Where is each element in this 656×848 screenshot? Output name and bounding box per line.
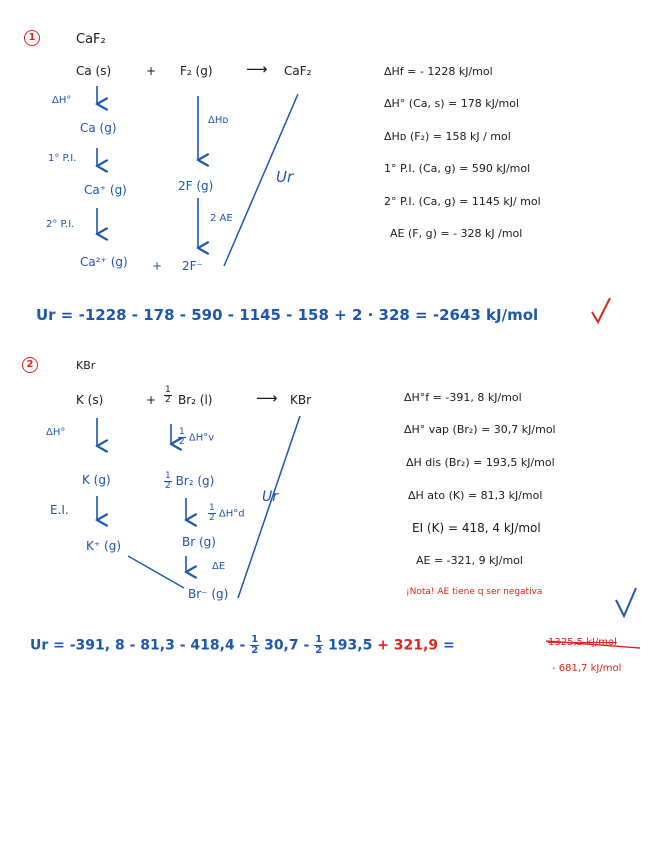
step-label: ΔH°d xyxy=(218,508,245,520)
ur-line xyxy=(238,416,300,598)
state-k-plus: K⁺ (g) xyxy=(86,539,121,553)
half-fraction xyxy=(314,635,323,656)
reactant-f2: F₂ (g) xyxy=(180,64,213,78)
fraction-num: 1 xyxy=(179,427,185,437)
check-icon xyxy=(592,298,610,322)
reaction-arrow: ⟶ xyxy=(256,389,278,407)
result-equation xyxy=(30,635,455,656)
struck-result: 1325,5 kJ/mol xyxy=(548,637,617,648)
step-label: 2° P.I. xyxy=(46,219,75,230)
ur-label: Ur xyxy=(276,168,294,186)
fraction-num: 1 xyxy=(165,385,171,395)
data-line: ΔH dis (Br₂) = 193,5 kJ/mol xyxy=(406,456,555,469)
result-term: 193,5 xyxy=(328,637,373,654)
corrected-result: - 681,7 kJ/mol xyxy=(552,663,622,674)
state-ca-plus: Ca⁺ (g) xyxy=(84,183,127,197)
step-label: ΔH° xyxy=(46,427,66,438)
plus-sign: + xyxy=(146,393,157,407)
check-icon xyxy=(616,588,636,616)
half-fraction xyxy=(250,635,259,656)
result-term: 30,7 - xyxy=(264,637,310,654)
step-label: E.I. xyxy=(50,503,69,517)
step-label: ΔE xyxy=(212,561,226,572)
state-2f-g: 2F (g) xyxy=(178,179,214,193)
step-label: ΔH° xyxy=(52,95,72,106)
data-line: ΔH° (Ca, s) = 178 kJ/mol xyxy=(384,97,520,110)
reactant-k: K (s) xyxy=(76,393,104,407)
ur-label: Ur xyxy=(262,489,279,505)
data-line: 2° P.I. (Ca, g) = 1145 kJ/ mol xyxy=(384,195,541,208)
problem-number-2: 2 xyxy=(22,357,38,373)
state-br2-g: Br₂ (g) xyxy=(175,474,215,488)
problem-number-1: 1 xyxy=(24,30,40,46)
data-line: AE = -321, 9 kJ/mol xyxy=(416,554,523,567)
half-fraction xyxy=(164,472,172,491)
compound-title: CaF₂ xyxy=(76,32,106,47)
step-label: ΔHᴅ xyxy=(208,115,229,126)
data-line: 1° P.I. (Ca, g) = 590 kJ/mol xyxy=(384,162,531,175)
connector-line xyxy=(128,556,184,588)
data-line: ΔHᴅ (F₂) = 158 kJ / mol xyxy=(384,130,511,143)
half-fraction xyxy=(164,386,172,405)
fraction-den: 2 xyxy=(179,437,185,447)
data-line: ΔH°f = -391, 8 kJ/mol xyxy=(404,391,522,404)
fraction-den: 2 xyxy=(251,645,259,656)
note-text: ¡Nota! AE tiene q ser negativa xyxy=(406,587,543,597)
product-caf2: CaF₂ xyxy=(284,64,312,78)
half-fraction xyxy=(178,428,186,447)
fraction-num: 1 xyxy=(165,471,171,481)
step-label: ΔH°v xyxy=(188,432,215,444)
state-ca-g: Ca (g) xyxy=(80,121,117,135)
plus-sign: + xyxy=(152,259,163,273)
compound-title: KBr xyxy=(76,359,96,372)
state-br-minus: Br⁻ (g) xyxy=(188,587,229,601)
data-line: AE (F, g) = - 328 kJ /mol xyxy=(390,227,523,240)
fraction-num: 1 xyxy=(209,503,215,513)
reactant-ca: Ca (s) xyxy=(76,64,112,78)
plus-sign: + xyxy=(146,64,157,78)
result-equation: Ur = -1228 - 178 - 590 - 1145 - 158 + 2 · 328 = -2643 kJ/mol xyxy=(36,306,539,324)
result-plus-term: + 321,9 xyxy=(377,637,439,654)
result-equals: = xyxy=(442,637,455,654)
fraction-den: 2 xyxy=(165,395,171,405)
state-br-g: Br (g) xyxy=(182,535,216,549)
fraction-den: 2 xyxy=(209,513,215,523)
step-label: 2 AE xyxy=(210,213,233,224)
step-label: 1° P.I. xyxy=(48,153,77,164)
reactant-br2: Br₂ (l) xyxy=(178,393,213,407)
data-line: EI (K) = 418, 4 kJ/mol xyxy=(412,521,541,535)
state-k-g: K (g) xyxy=(82,473,111,487)
data-line: ΔHf = - 1228 kJ/mol xyxy=(384,65,493,78)
half-fraction xyxy=(208,504,216,523)
product-kbr: KBr xyxy=(290,393,312,407)
state-2f-minus: 2F⁻ xyxy=(182,259,203,273)
result-left: Ur = -391, 8 - 81,3 - 418,4 - xyxy=(30,637,246,654)
state-ca2plus: Ca²⁺ (g) xyxy=(80,255,128,269)
fraction-den: 2 xyxy=(315,645,323,656)
fraction-num: 1 xyxy=(251,634,259,645)
data-line: ΔH° vap (Br₂) = 30,7 kJ/mol xyxy=(404,423,556,436)
fraction-den: 2 xyxy=(165,481,171,491)
data-line: ΔH ato (K) = 81,3 kJ/mol xyxy=(408,489,543,502)
fraction-num: 1 xyxy=(315,634,323,645)
reaction-arrow: ⟶ xyxy=(246,60,268,78)
